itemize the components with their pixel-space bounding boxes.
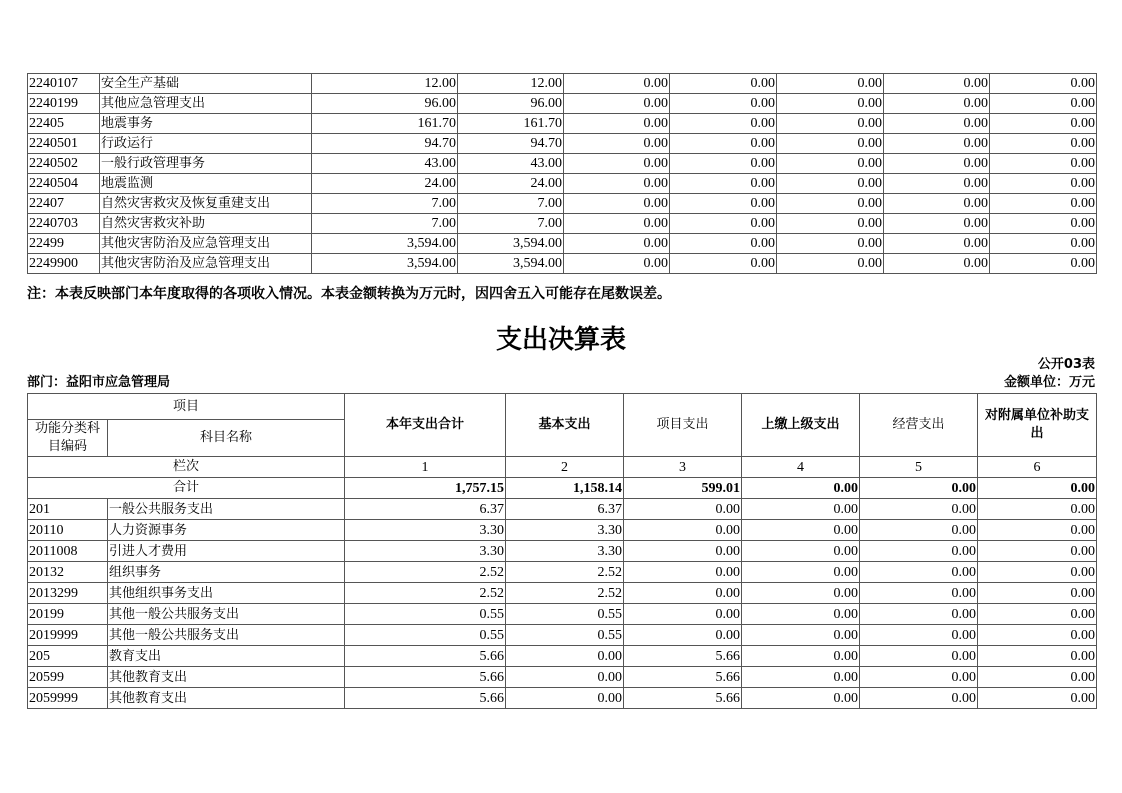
amount-cell: 3.30 <box>345 520 506 541</box>
table-row <box>28 214 1097 234</box>
amount-cell: 0.00 <box>670 134 777 154</box>
amount-cell: 0.55 <box>506 625 624 646</box>
subject-code: 2240504 <box>28 174 100 194</box>
sum-value: 0.00 <box>860 478 978 499</box>
amount-cell: 0.00 <box>777 174 884 194</box>
amount-cell: 0.00 <box>670 214 777 234</box>
subject-name: 人力资源事务 <box>108 520 345 541</box>
subject-name: 其他一般公共服务支出 <box>108 625 345 646</box>
amount-cell: 5.66 <box>624 646 742 667</box>
table-row <box>28 234 1097 254</box>
amount-cell: 0.00 <box>860 604 978 625</box>
department-label: 部门：益阳市应急管理局 <box>27 375 171 390</box>
amount-cell: 0.00 <box>860 583 978 604</box>
table-row <box>28 520 1097 541</box>
sum-value: 0.00 <box>742 478 860 499</box>
amount-cell: 0.00 <box>884 134 990 154</box>
amount-cell: 94.70 <box>458 134 564 154</box>
amount-cell: 6.37 <box>506 499 624 520</box>
amount-cell: 0.00 <box>978 499 1097 520</box>
amount-cell: 12.00 <box>458 74 564 94</box>
amount-cell: 96.00 <box>312 94 458 114</box>
amount-cell: 3,594.00 <box>312 254 458 274</box>
subject-code: 2240501 <box>28 134 100 154</box>
amount-cell: 0.00 <box>978 562 1097 583</box>
subject-code: 2013299 <box>28 583 108 604</box>
amount-cell: 0.00 <box>564 254 670 274</box>
amount-cell: 0.00 <box>564 194 670 214</box>
amount-cell: 0.00 <box>624 541 742 562</box>
amount-cell: 5.66 <box>624 688 742 709</box>
subject-name: 其他一般公共服务支出 <box>108 604 345 625</box>
amount-cell: 94.70 <box>312 134 458 154</box>
table-row <box>28 94 1097 114</box>
sum-label: 合计 <box>28 478 345 499</box>
amount-cell: 0.00 <box>742 541 860 562</box>
amount-cell: 0.00 <box>978 583 1097 604</box>
amount-cell: 0.00 <box>506 688 624 709</box>
amount-cell: 0.00 <box>990 234 1097 254</box>
amount-cell: 0.00 <box>860 667 978 688</box>
subject-name: 自然灾害救灾补助 <box>100 214 312 234</box>
sum-row <box>28 478 1097 499</box>
amount-cell: 0.00 <box>978 688 1097 709</box>
amount-cell: 0.00 <box>777 214 884 234</box>
header-code: 功能分类科目编码 <box>28 420 108 457</box>
amount-cell: 2.52 <box>345 562 506 583</box>
amount-cell: 7.00 <box>458 214 564 234</box>
subject-code: 2240703 <box>28 214 100 234</box>
col-number: 2 <box>506 457 624 478</box>
amount-cell: 0.00 <box>777 234 884 254</box>
amount-cell: 5.66 <box>345 646 506 667</box>
amount-cell: 0.00 <box>670 174 777 194</box>
amount-cell: 0.00 <box>670 114 777 134</box>
header-subsidy: 对附属单位补助支出 <box>978 394 1097 457</box>
amount-cell: 0.00 <box>990 194 1097 214</box>
header-upper: 上缴上级支出 <box>742 394 860 457</box>
amount-unit-label: 金额单位：万元 <box>1003 375 1095 390</box>
subject-name: 其他组织事务支出 <box>108 583 345 604</box>
amount-cell: 0.00 <box>860 562 978 583</box>
amount-cell: 0.00 <box>564 134 670 154</box>
table-row <box>28 625 1097 646</box>
subject-name: 行政运行 <box>100 134 312 154</box>
amount-cell: 0.00 <box>990 154 1097 174</box>
subject-name: 地震事务 <box>100 114 312 134</box>
amount-cell: 0.00 <box>777 134 884 154</box>
amount-cell: 0.00 <box>884 94 990 114</box>
amount-cell: 0.00 <box>978 625 1097 646</box>
amount-cell: 0.55 <box>506 604 624 625</box>
amount-cell: 0.00 <box>742 667 860 688</box>
amount-cell: 0.00 <box>564 174 670 194</box>
amount-cell: 0.00 <box>990 254 1097 274</box>
table-row <box>28 174 1097 194</box>
amount-cell: 0.00 <box>860 541 978 562</box>
sum-value: 1,757.15 <box>345 478 506 499</box>
amount-cell: 0.00 <box>742 562 860 583</box>
amount-cell: 0.00 <box>884 154 990 174</box>
amount-cell: 7.00 <box>458 194 564 214</box>
subject-name: 地震监测 <box>100 174 312 194</box>
amount-cell: 0.00 <box>990 134 1097 154</box>
amount-cell: 0.00 <box>777 74 884 94</box>
amount-cell: 161.70 <box>458 114 564 134</box>
table-row <box>28 562 1097 583</box>
amount-cell: 0.00 <box>860 625 978 646</box>
amount-cell: 7.00 <box>312 194 458 214</box>
table-row <box>28 541 1097 562</box>
amount-cell: 0.00 <box>777 114 884 134</box>
amount-cell: 0.00 <box>777 154 884 174</box>
amount-cell: 0.00 <box>777 94 884 114</box>
amount-cell: 0.00 <box>564 214 670 234</box>
table-row <box>28 667 1097 688</box>
amount-cell: 0.00 <box>990 114 1097 134</box>
amount-cell: 2.52 <box>345 583 506 604</box>
amount-cell: 0.00 <box>670 254 777 274</box>
amount-cell: 5.66 <box>345 667 506 688</box>
page-title: 支出决算表 <box>495 325 626 355</box>
amount-cell: 3,594.00 <box>458 254 564 274</box>
amount-cell: 0.00 <box>884 114 990 134</box>
subject-code: 20132 <box>28 562 108 583</box>
amount-cell: 3.30 <box>345 541 506 562</box>
amount-cell: 0.00 <box>564 94 670 114</box>
subject-code: 201 <box>28 499 108 520</box>
amount-cell: 0.00 <box>884 254 990 274</box>
subject-name: 一般公共服务支出 <box>108 499 345 520</box>
amount-cell: 3.30 <box>506 541 624 562</box>
amount-cell: 0.00 <box>564 154 670 174</box>
col-number: 6 <box>978 457 1097 478</box>
amount-cell: 0.00 <box>990 174 1097 194</box>
subject-code: 22405 <box>28 114 100 134</box>
form-number: 公开03表 <box>1037 357 1095 372</box>
income-table-continued <box>27 73 1097 274</box>
amount-cell: 3.30 <box>506 520 624 541</box>
amount-cell: 0.00 <box>624 625 742 646</box>
amount-cell: 0.00 <box>670 94 777 114</box>
amount-cell: 0.00 <box>884 74 990 94</box>
amount-cell: 0.00 <box>884 174 990 194</box>
amount-cell: 2.52 <box>506 583 624 604</box>
amount-cell: 12.00 <box>312 74 458 94</box>
header-col-index: 栏次 <box>28 457 345 478</box>
amount-cell: 3,594.00 <box>312 234 458 254</box>
subject-code: 20199 <box>28 604 108 625</box>
amount-cell: 0.00 <box>624 520 742 541</box>
amount-cell: 96.00 <box>458 94 564 114</box>
amount-cell: 0.00 <box>978 541 1097 562</box>
table-row <box>28 114 1097 134</box>
amount-cell: 0.55 <box>345 604 506 625</box>
subject-name: 自然灾害救灾及恢复重建支出 <box>100 194 312 214</box>
table-row <box>28 154 1097 174</box>
amount-cell: 6.37 <box>345 499 506 520</box>
table-note: 注：本表反映部门本年度取得的各项收入情况。本表金额转换为万元时，因四舍五入可能存在尾数误差。 <box>27 286 671 302</box>
amount-cell: 0.00 <box>564 234 670 254</box>
subject-name: 其他灾害防治及应急管理支出 <box>100 254 312 274</box>
amount-cell: 0.00 <box>624 499 742 520</box>
amount-cell: 0.00 <box>742 604 860 625</box>
table-row <box>28 646 1097 667</box>
amount-cell: 5.66 <box>624 667 742 688</box>
subject-code: 20599 <box>28 667 108 688</box>
amount-cell: 0.00 <box>884 234 990 254</box>
amount-cell: 0.00 <box>670 234 777 254</box>
subject-name: 一般行政管理事务 <box>100 154 312 174</box>
table-row <box>28 499 1097 520</box>
subject-code: 2249900 <box>28 254 100 274</box>
amount-cell: 0.00 <box>506 667 624 688</box>
amount-cell: 0.00 <box>670 74 777 94</box>
header-row-1 <box>28 394 1097 420</box>
col-number: 1 <box>345 457 506 478</box>
table-row <box>28 254 1097 274</box>
amount-cell: 0.00 <box>860 499 978 520</box>
header-project: 项目支出 <box>624 394 742 457</box>
amount-cell: 0.00 <box>742 688 860 709</box>
amount-cell: 0.00 <box>624 583 742 604</box>
amount-cell: 0.00 <box>742 499 860 520</box>
subject-code: 22407 <box>28 194 100 214</box>
sum-value: 1,158.14 <box>506 478 624 499</box>
col-number: 5 <box>860 457 978 478</box>
amount-cell: 0.00 <box>978 646 1097 667</box>
subject-code: 2019999 <box>28 625 108 646</box>
amount-cell: 24.00 <box>458 174 564 194</box>
table-row <box>28 134 1097 154</box>
sum-value: 599.01 <box>624 478 742 499</box>
table-row <box>28 194 1097 214</box>
header-basic: 基本支出 <box>506 394 624 457</box>
amount-cell: 24.00 <box>312 174 458 194</box>
amount-cell: 2.52 <box>506 562 624 583</box>
amount-cell: 0.00 <box>742 646 860 667</box>
subject-name: 其他教育支出 <box>108 688 345 709</box>
amount-cell: 43.00 <box>458 154 564 174</box>
amount-cell: 0.00 <box>742 520 860 541</box>
amount-cell: 0.00 <box>860 646 978 667</box>
amount-cell: 0.00 <box>777 254 884 274</box>
subject-name: 教育支出 <box>108 646 345 667</box>
amount-cell: 43.00 <box>312 154 458 174</box>
header-item: 项目 <box>28 394 345 420</box>
subject-name: 其他应急管理支出 <box>100 94 312 114</box>
subject-name: 其他灾害防治及应急管理支出 <box>100 234 312 254</box>
column-index-row <box>28 457 1097 478</box>
amount-cell: 0.00 <box>884 214 990 234</box>
amount-cell: 0.00 <box>624 604 742 625</box>
amount-cell: 0.00 <box>990 214 1097 234</box>
amount-cell: 0.00 <box>670 194 777 214</box>
amount-cell: 0.00 <box>742 583 860 604</box>
subject-name: 组织事务 <box>108 562 345 583</box>
amount-cell: 0.00 <box>670 154 777 174</box>
amount-cell: 5.66 <box>345 688 506 709</box>
amount-cell: 0.00 <box>978 667 1097 688</box>
subject-code: 2059999 <box>28 688 108 709</box>
subject-name: 其他教育支出 <box>108 667 345 688</box>
subject-code: 2240502 <box>28 154 100 174</box>
amount-cell: 0.00 <box>860 688 978 709</box>
subject-code: 2240107 <box>28 74 100 94</box>
subject-code: 205 <box>28 646 108 667</box>
header-name: 科目名称 <box>108 420 345 457</box>
header-business: 经营支出 <box>860 394 978 457</box>
amount-cell: 0.00 <box>777 194 884 214</box>
amount-cell: 0.00 <box>564 74 670 94</box>
subject-code: 22499 <box>28 234 100 254</box>
subject-name: 引进人才费用 <box>108 541 345 562</box>
amount-cell: 0.00 <box>860 520 978 541</box>
amount-cell: 0.00 <box>978 520 1097 541</box>
amount-cell: 0.00 <box>624 562 742 583</box>
col-number: 4 <box>742 457 860 478</box>
subject-code: 20110 <box>28 520 108 541</box>
amount-cell: 161.70 <box>312 114 458 134</box>
amount-cell: 0.00 <box>990 94 1097 114</box>
col-number: 3 <box>624 457 742 478</box>
amount-cell: 0.00 <box>564 114 670 134</box>
table-row <box>28 688 1097 709</box>
sum-value: 0.00 <box>978 478 1097 499</box>
table-row <box>28 74 1097 94</box>
amount-cell: 0.00 <box>990 74 1097 94</box>
table-row <box>28 583 1097 604</box>
amount-cell: 7.00 <box>312 214 458 234</box>
expenditure-table <box>27 393 1097 709</box>
amount-cell: 0.00 <box>742 625 860 646</box>
amount-cell: 0.00 <box>506 646 624 667</box>
subject-code: 2240199 <box>28 94 100 114</box>
subject-code: 2011008 <box>28 541 108 562</box>
amount-cell: 0.55 <box>345 625 506 646</box>
table-row <box>28 604 1097 625</box>
amount-cell: 0.00 <box>884 194 990 214</box>
amount-cell: 3,594.00 <box>458 234 564 254</box>
subject-name: 安全生产基础 <box>100 74 312 94</box>
amount-cell: 0.00 <box>978 604 1097 625</box>
header-total: 本年支出合计 <box>345 394 506 457</box>
